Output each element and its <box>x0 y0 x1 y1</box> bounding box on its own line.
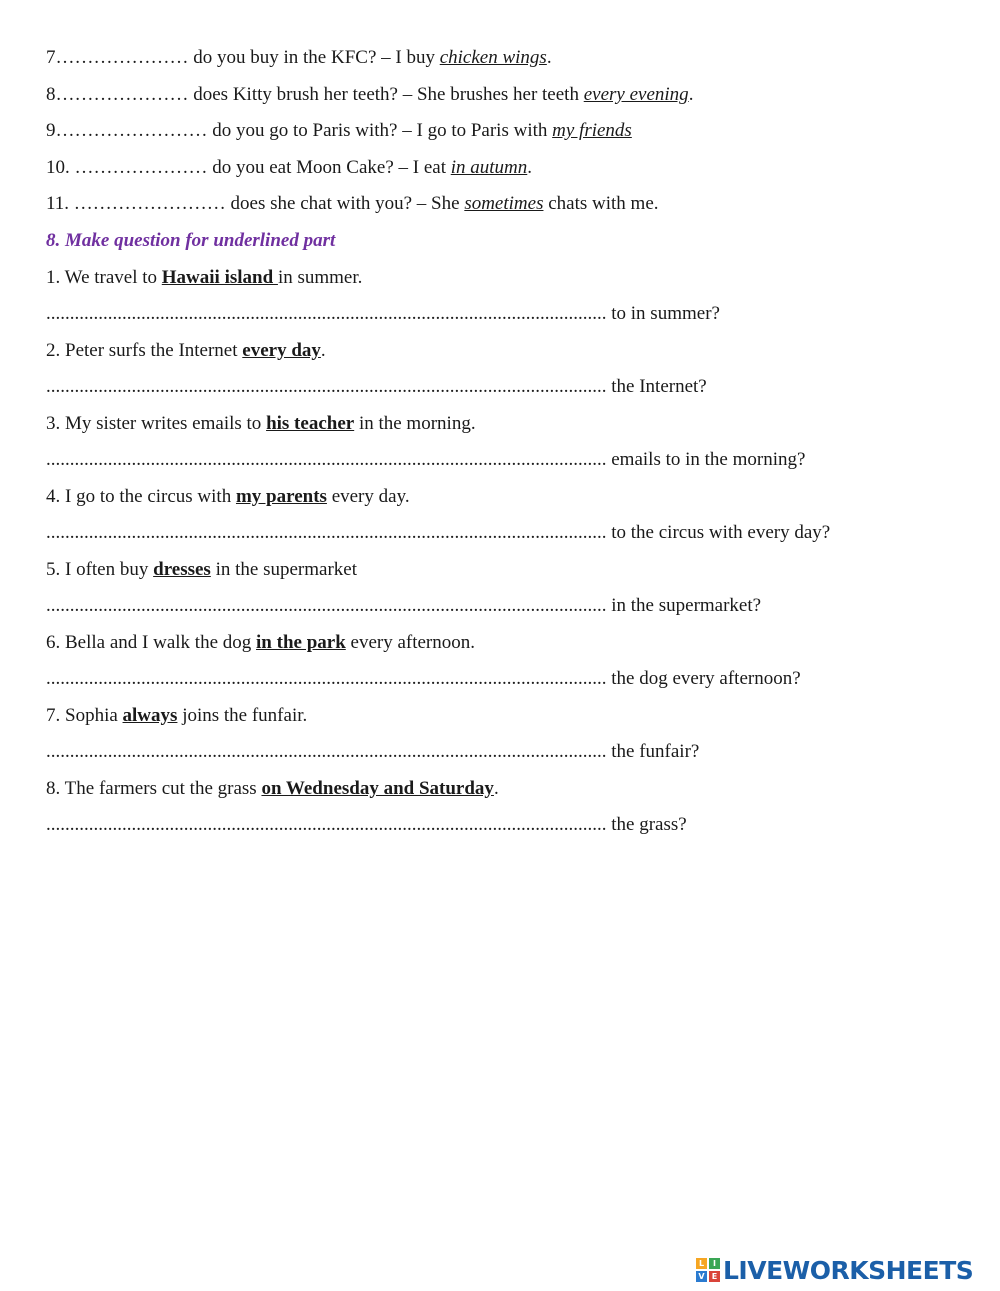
question-6: 6. Bella and I walk the dog in the park every afternoon. <box>46 632 476 653</box>
question-8: 8. The farmers cut the grass on Wednesday and Saturday. <box>46 778 499 799</box>
answer-blank-6[interactable]: ...................................................................................................................... <box>46 668 607 689</box>
answer-blank-3[interactable]: ...................................................................................................................... <box>46 449 607 470</box>
answer-blank-4[interactable]: ...................................................................................................................... <box>46 522 607 543</box>
part7-item-8: 8………………… does Kitty brush her teeth? – She brushes her teeth every evening. <box>46 84 694 105</box>
answer-line-1: ...................................................................................................................... to in summer? <box>46 303 720 324</box>
part7-item-11: 11. …………………… does she chat with you? – She sometimes chats with me. <box>46 193 659 214</box>
answer-line-2: ...................................................................................................................... the Internet? <box>46 376 707 397</box>
question-7: 7. Sophia always joins the funfair. <box>46 705 308 726</box>
question-5: 5. I often buy dresses in the supermarket <box>46 559 357 580</box>
blank-8[interactable]: 8………………… <box>46 84 189 105</box>
answer-line-4: ...................................................................................................................... to the circus with every day? <box>46 522 831 543</box>
answer-blank-5[interactable]: ...................................................................................................................... <box>46 595 607 616</box>
blank-9[interactable]: 9…………………… <box>46 120 208 141</box>
question-4: 4. I go to the circus with my parents every day. <box>46 486 410 507</box>
answer-line-3: ...................................................................................................................... emails to in the morning? <box>46 449 806 470</box>
logo-text: LIVEWORKSHEETS <box>723 1255 974 1285</box>
answer-blank-2[interactable]: ...................................................................................................................... <box>46 376 607 397</box>
blank-7[interactable]: 7………………… <box>46 47 189 68</box>
part7-item-9: 9…………………… do you go to Paris with? – I go to Paris with my friends <box>46 120 632 141</box>
answer-line-5: ...................................................................................................................... in the supermarket? <box>46 595 762 616</box>
question-3: 3. My sister writes emails to his teacher in the morning. <box>46 413 476 434</box>
section-heading: 8. Make question for underlined part <box>46 230 336 251</box>
answer-blank-7[interactable]: ...................................................................................................................... <box>46 741 607 762</box>
logo-blocks-icon: L I V E <box>696 1258 720 1282</box>
answer-blank-8[interactable]: ...................................................................................................................... <box>46 814 607 835</box>
answer-line-8: ...................................................................................................................... the grass? <box>46 814 687 835</box>
blank-10[interactable]: 10. ………………… <box>46 157 208 178</box>
blank-11[interactable]: 11. …………………… <box>46 193 226 214</box>
part7-item-10: 10. ………………… do you eat Moon Cake? – I eat in autumn. <box>46 157 533 178</box>
part7-item-7: 7………………… do you buy in the KFC? – I buy chicken wings. <box>46 47 552 68</box>
liveworksheets-logo <box>696 1254 973 1286</box>
answer-line-6: ...................................................................................................................... the dog every afternoon? <box>46 668 801 689</box>
question-1: 1. We travel to Hawaii island in summer. <box>46 267 363 288</box>
answer-blank-1[interactable]: ...................................................................................................................... <box>46 303 607 324</box>
answer-line-7: ...................................................................................................................... the funfair? <box>46 741 700 762</box>
question-2: 2. Peter surfs the Internet every day. <box>46 340 326 361</box>
